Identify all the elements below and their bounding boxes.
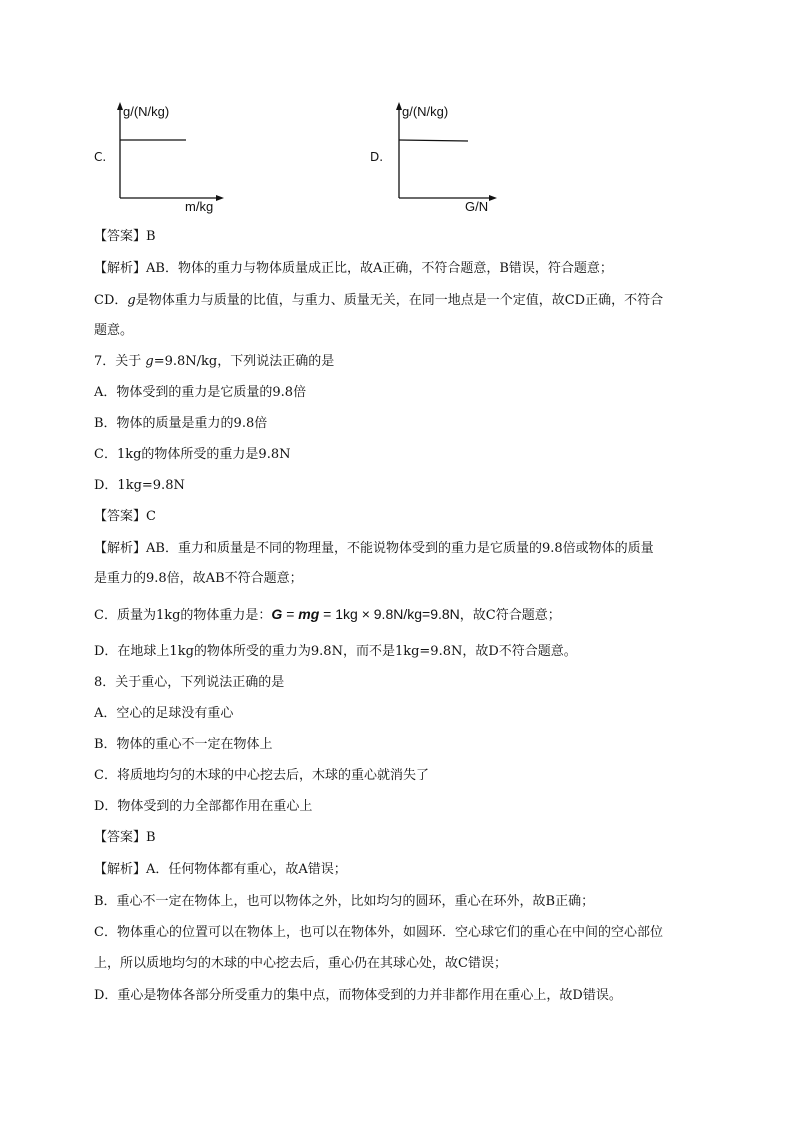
q7-analysis-line-4: D．在地球上1kg的物体所受的重力为9.8N，而不是1kg=9.8N，故D不符合题意。 xyxy=(94,644,577,659)
q7-stem-prefix: 7．关于 xyxy=(94,354,146,369)
q7-stem-rest: =9.8N/kg，下列说法正确的是 xyxy=(153,354,335,369)
graph-d-ylabel: g/(N/kg) xyxy=(402,104,449,119)
graph-d xyxy=(384,98,514,216)
graph-c xyxy=(105,98,235,216)
q6-analysis-2-prefix: CD． xyxy=(94,293,128,308)
q8-answer: 【答案】B xyxy=(94,830,156,845)
q8-analysis-line-1: 【解析】A．任何物体都有重心，故A错误； xyxy=(94,862,347,877)
q7-analysis-3-prefix: C．质量为1kg的物体重力是： xyxy=(94,608,272,623)
q7-formula-g: G xyxy=(271,606,283,622)
q6-analysis-2-rest: 是物体重力与质量的比值，与重力、质量无关，在同一地点是一个定值，故CD正确，不符合 xyxy=(135,293,664,308)
q7-option-a: A．物体受到的重力是它质量的9.8倍 xyxy=(94,385,307,400)
q8-option-a: A．空心的足球没有重心 xyxy=(94,706,234,721)
graph-d-xlabel: G/N xyxy=(465,199,489,214)
graph-c-xlabel: m/kg xyxy=(185,199,214,214)
q8-analysis-line-3: C．物体重心的位置可以在物体上，也可以在物体外，如圆环．空心球它们的重心在中间的空心部位 xyxy=(94,925,663,940)
q6-analysis-line-2 xyxy=(94,292,663,310)
q8-analysis-line-4: 上，所以质地均匀的木球的中心挖去后，重心仍在其球心处，故C错误； xyxy=(94,956,507,971)
q7-option-c: C．1kg的物体所受的重力是9.8N xyxy=(94,447,291,462)
graph-d-x-arrow xyxy=(489,195,497,201)
q7-analysis-3-suffix: ，故C符合题意； xyxy=(459,608,561,623)
q7-formula-eq: = xyxy=(282,606,299,622)
q8-option-d: D．物体受到的力全部都作用在重心上 xyxy=(94,799,313,814)
graph-c-x-arrow xyxy=(216,195,224,201)
q7-formula-rest: = 1kg × 9.8N/kg=9.8N xyxy=(319,606,460,622)
q7-formula-mg: mg xyxy=(298,606,320,622)
q8-option-c: C．将质地均匀的木球的中心挖去后，木球的重心就消失了 xyxy=(94,768,429,783)
graph-d-constant-line xyxy=(399,140,468,141)
q8-analysis-line-5: D．重心是物体各部分所受重力的集中点，而物体受到的力并非都作用在重心上，故D错误。 xyxy=(94,988,622,1003)
graph-d-option-label: D. xyxy=(370,150,384,164)
q7-formula xyxy=(271,606,459,622)
q7-stem-var: g xyxy=(145,354,154,369)
q7-analysis-line-1: 【解析】AB．重力和质量是不同的物理量，不能说物体受到的重力是它质量的9.8倍或物体的质量 xyxy=(94,541,654,556)
q8-analysis-line-2: B．重心不一定在物体上，也可以物体之外，比如均匀的圆环，重心在环外，故B正确； xyxy=(94,894,595,909)
q7-answer: 【答案】C xyxy=(94,509,156,524)
q6-answer: 【答案】B xyxy=(94,229,156,244)
q6-analysis-line-3: 题意。 xyxy=(94,323,134,338)
q7-option-d: D．1kg=9.8N xyxy=(94,478,185,493)
q8-stem: 8．关于重心，下列说法正确的是 xyxy=(94,675,285,690)
q8-option-b: B．物体的重心不一定在物体上 xyxy=(94,737,273,752)
graph-c-ylabel: g/(N/kg) xyxy=(123,104,170,119)
q6-analysis-line-1: 【解析】AB．物体的重力与物体质量成正比，故A正确，不符合题意，B错误，符合题意； xyxy=(94,261,613,276)
graph-c-option-label: C. xyxy=(94,150,107,164)
q7-analysis-line-2: 是重力的9.8倍，故AB不符合题意； xyxy=(94,571,303,586)
q7-analysis-line-3 xyxy=(94,605,561,625)
q6-analysis-2-var: g xyxy=(127,293,136,308)
q7-stem xyxy=(94,353,334,371)
q7-option-b: B．物体的质量是重力的9.8倍 xyxy=(94,416,268,431)
